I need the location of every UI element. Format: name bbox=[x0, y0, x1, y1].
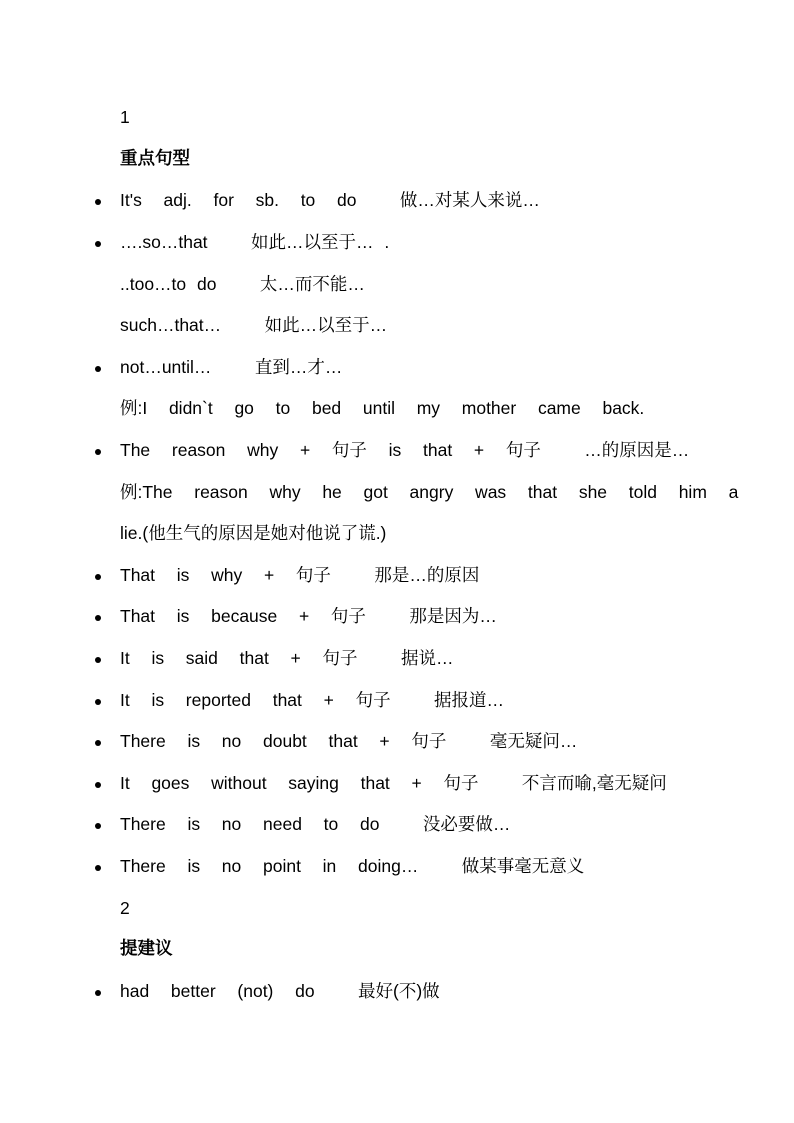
list-item: It's adj. for sb. to do 做…对某人来说… bbox=[120, 190, 540, 210]
list-item: There is no need to do 没必要做… bbox=[120, 814, 511, 834]
list-item: There is no point in doing… 做某事毫无意义 bbox=[120, 856, 585, 876]
bullet-icon bbox=[95, 865, 101, 871]
list-item: not…until… 直到…才… bbox=[120, 357, 343, 377]
list-item: There is no doubt that + 句子 毫无疑问… bbox=[120, 731, 578, 751]
example-sentence: 例:The reason why he got angry was that she told him a bbox=[120, 482, 739, 502]
list-item: That is why + 句子 那是…的原因 bbox=[120, 565, 480, 585]
list-item: That is because + 句子 那是因为… bbox=[120, 606, 497, 626]
list-item: It goes without saying that + 句子 不言而喻,毫无疑问 bbox=[120, 773, 667, 793]
list-item-continuation: ..too…to do 太…而不能… bbox=[120, 274, 365, 294]
example-sentence-continuation: lie.(他生气的原因是她对他说了谎.) bbox=[120, 523, 387, 543]
list-item-continuation: such…that… 如此…以至于… bbox=[120, 315, 388, 335]
bullet-icon bbox=[95, 615, 101, 621]
bullet-icon bbox=[95, 782, 101, 788]
bullet-icon bbox=[95, 699, 101, 705]
bullet-icon bbox=[95, 574, 101, 580]
list-item: It is reported that + 句子 据报道… bbox=[120, 690, 505, 710]
bullet-icon bbox=[95, 366, 101, 372]
list-item: ….so…that 如此…以至于… . bbox=[120, 232, 390, 252]
section-heading: 提建议 bbox=[120, 939, 173, 959]
list-item: The reason why + 句子 is that + 句子 …的原因是… bbox=[120, 440, 690, 460]
list-item: It is said that + 句子 据说… bbox=[120, 648, 454, 668]
list-item: had better (not) do 最好(不)做 bbox=[120, 981, 440, 1001]
bullet-icon bbox=[95, 823, 101, 829]
example-sentence: 例:I didn`t go to bed until my mother came back. bbox=[120, 398, 645, 418]
bullet-icon bbox=[95, 241, 101, 247]
bullet-icon bbox=[95, 740, 101, 746]
section-number: 1 bbox=[120, 107, 130, 127]
bullet-icon bbox=[95, 990, 101, 996]
bullet-icon bbox=[95, 657, 101, 663]
bullet-icon bbox=[95, 449, 101, 455]
bullet-icon bbox=[95, 199, 101, 205]
section-heading: 重点句型 bbox=[120, 149, 190, 169]
section-number: 2 bbox=[120, 898, 130, 918]
